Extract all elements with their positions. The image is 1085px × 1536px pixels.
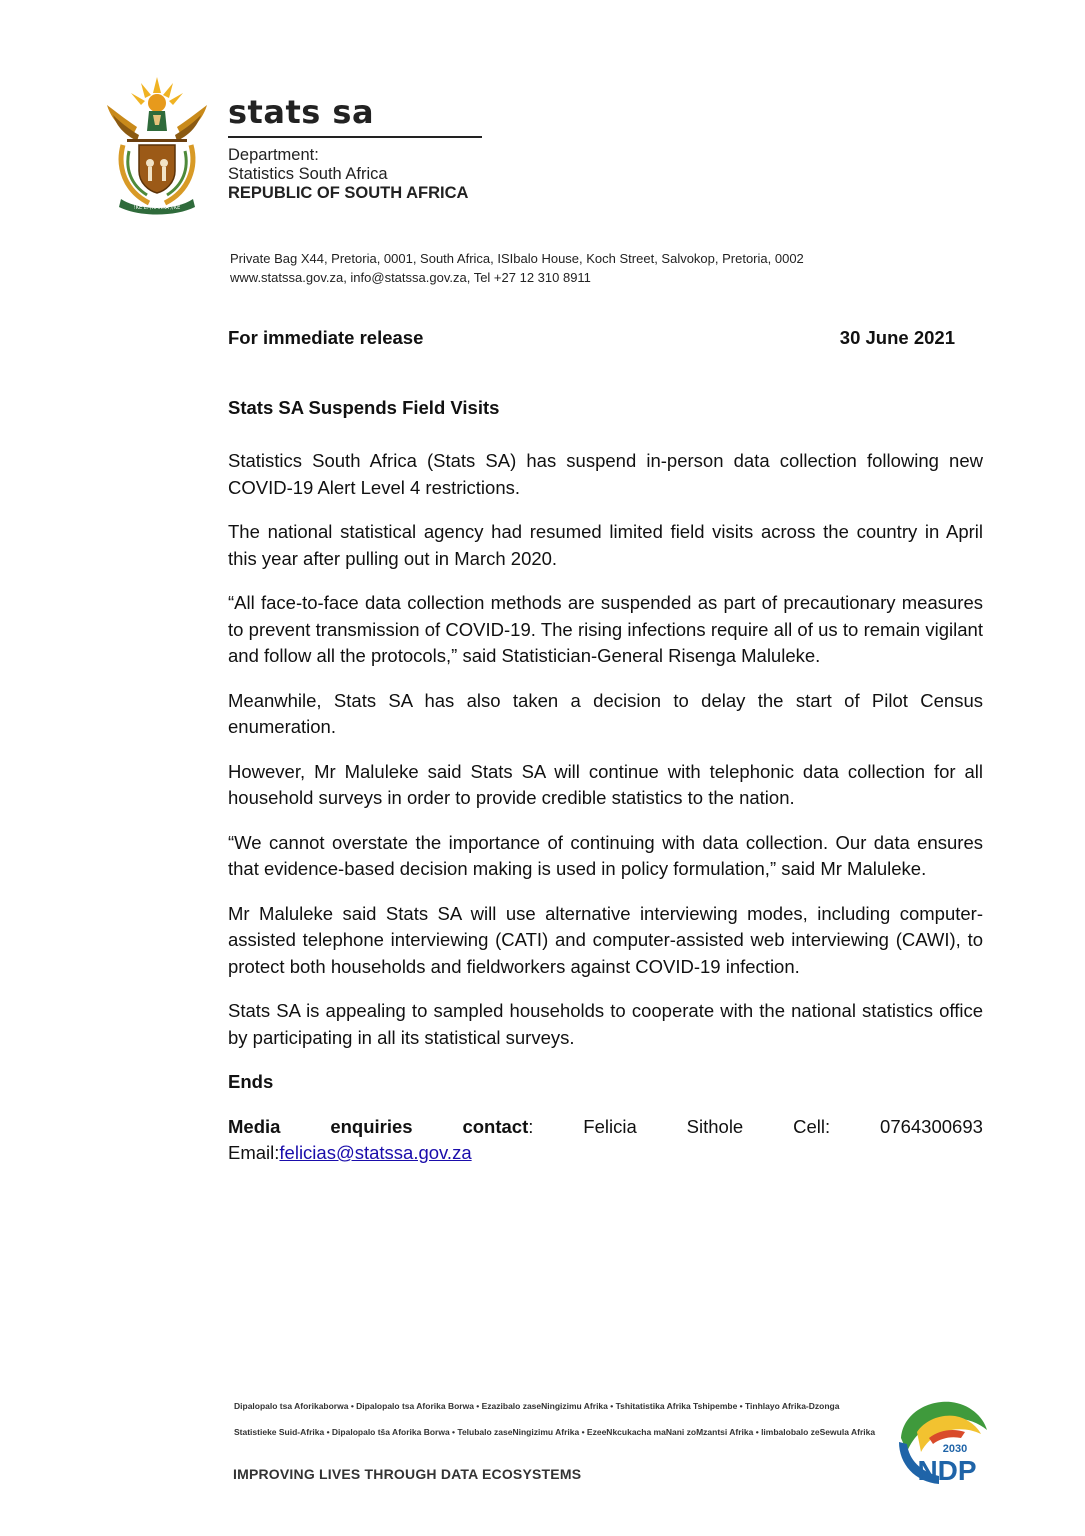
document-title: Stats SA Suspends Field Visits [228, 397, 500, 418]
media-contact [228, 1114, 983, 1167]
release-date: 30 June 2021 [839, 327, 955, 348]
media-label-word: enquiries [330, 1115, 413, 1137]
cell-label: Cell: [793, 1115, 831, 1137]
paragraph: Mr Maluleke said Stats SA will use alternative interviewing modes, including computer-assisted telephone interviewing (CATI) and computer-assisted web interviewing (CAWI), to protect both households and fieldworkers against COVID-19 infection. [228, 902, 983, 977]
footer-tagline: IMPROVING LIVES THROUGH DATA ECOSYSTEMS [233, 1466, 582, 1482]
address-block [230, 249, 804, 287]
paragraph: “All face-to-face data collection methods are suspended as part of precautionary measures to prevent transmission of COVID-19. The rising infections require all of us to remain vigilant and follow all the protocols,” said Statistician-General Risenga Maluleke. [228, 592, 983, 666]
department-label: Department: [228, 146, 319, 164]
paragraph: Meanwhile, Stats SA has also taken a decision to delay the start of Pilot Census enumeration. [228, 689, 983, 737]
media-label-colon: : [528, 1115, 534, 1137]
release-label: For immediate release [228, 327, 424, 348]
paragraph: Statistics South Africa (Stats SA) has suspend in-person data collection following new COVID-19 Alert Level 4 restrictions. [228, 450, 983, 498]
department-name: Statistics South Africa [228, 165, 388, 183]
email-label: Email: [228, 1142, 280, 1163]
contact-line: www.statssa.gov.za, info@statssa.gov.za, Tel +27 12 310 8911 [230, 270, 591, 285]
contact-last-name: Sithole [686, 1115, 744, 1137]
letterhead [228, 93, 482, 203]
brand-divider [228, 136, 482, 138]
country-name: REPUBLIC OF SOUTH AFRICA [228, 184, 469, 202]
paragraph: However, Mr Maluleke said Stats SA will continue with telephonic data collection for all household surveys in order to provide credible statistics to the nation. [228, 760, 983, 808]
media-label-word: Media [228, 1115, 281, 1137]
ndp-text: NDP [917, 1455, 977, 1486]
contact-first-name: Felicia [583, 1115, 637, 1137]
brand-name: stats sa [228, 93, 375, 131]
cell-number: 0764300693 [880, 1115, 983, 1137]
email-row [228, 1140, 983, 1167]
crest-motto: !KE E: /XARRA //KE [133, 205, 181, 211]
ndp-2030-logo [895, 1398, 991, 1486]
media-label-contact [462, 1114, 533, 1141]
paragraph: “We cannot overstate the importance of continuing with data collection. Our data ensures that evidence-based decision making is used in policy formulation,” said Mr Maluleke. [228, 831, 983, 879]
coat-of-arms-logo [103, 75, 211, 215]
email-link[interactable]: felicias@statssa.gov.za [279, 1142, 472, 1163]
paragraph: The national statistical agency had resumed limited field visits across the country in April this year after pulling out in March 2020. [228, 521, 983, 569]
footer-languages-line-1: Dipalopalo tsa Aforikaborwa • Dipalopalo tsa Aforika Borwa • Ezazibalo zaseNingizimu Afrika • Tshitatistika Afrika Tshipembe • Tinhlayo Afrika-Dzonga [234, 1401, 840, 1411]
postal-address: Private Bag X44, Pretoria, 0001, South Africa, ISIbalo House, Koch Street, Salvokop, Pretoria, 0002 [230, 251, 804, 266]
release-line [228, 327, 955, 349]
document-body [228, 448, 983, 1167]
footer-languages-line-2: Statistieke Suid-Afrika • Dipalopalo tša Aforika Borwa • Telubalo zaseNingizimu Afrika • EzeeNkcukacha maNani zoMzantsi Afrika • limbalobalo zeSewula Afrika [234, 1427, 876, 1437]
media-contact-row [228, 1114, 983, 1141]
ndp-year: 2030 [942, 1443, 968, 1455]
paragraph: Stats SA is appealing to sampled households to cooperate with the national statistics office by participating in all its statistical surveys. [228, 1000, 983, 1048]
media-label-word: contact [462, 1115, 529, 1137]
ends-marker: Ends [228, 1071, 274, 1092]
